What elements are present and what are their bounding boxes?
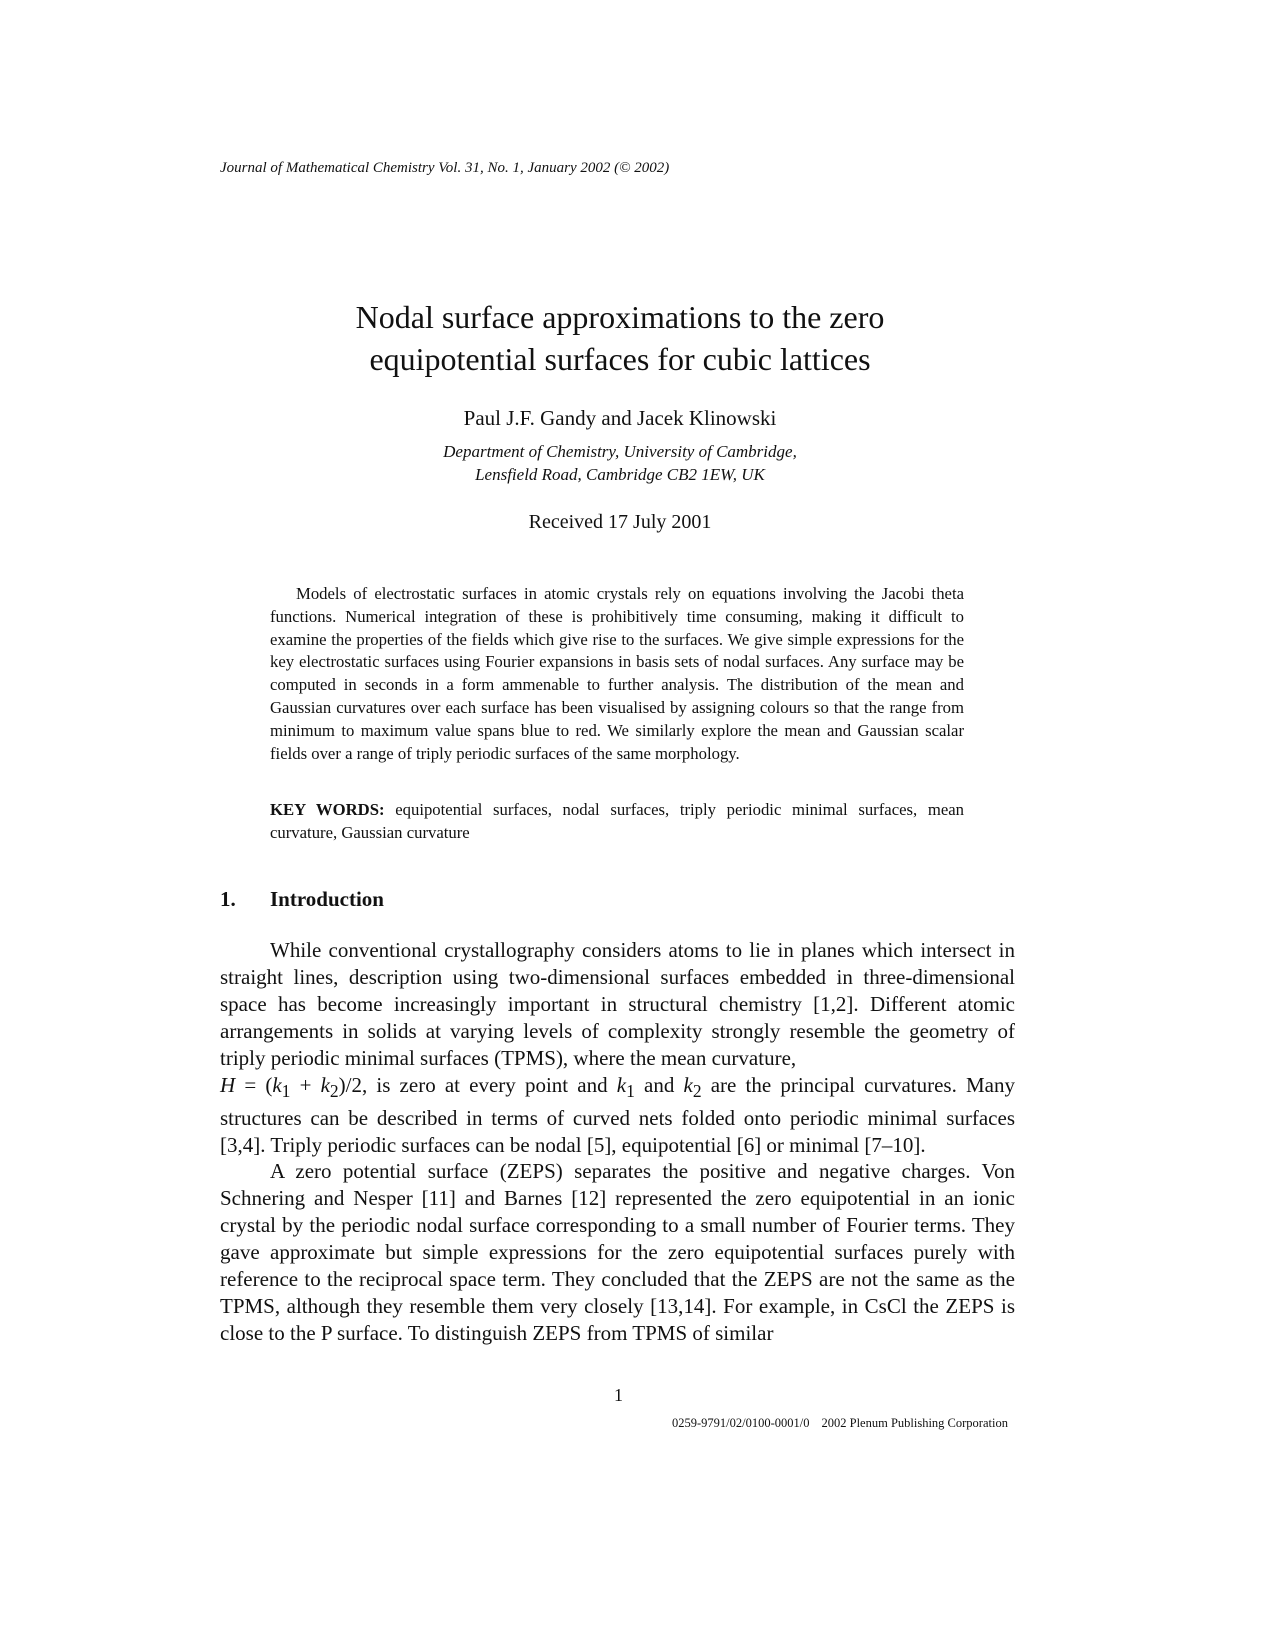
para1-sub-1: 1	[626, 1080, 635, 1101]
section-heading	[220, 887, 384, 912]
formula-sub-2: 2	[329, 1080, 339, 1101]
affiliation-line-1: Department of Chemistry, University of Cambridge,	[443, 442, 797, 461]
affiliation-line-2: Lensfield Road, Cambridge CB2 1EW, UK	[475, 465, 765, 484]
keywords-list: equipotential surfaces, nodal surfaces, triply periodic minimal surfaces, mean curvature, Gaussian curvature	[270, 800, 965, 842]
title-line-2: equipotential surfaces for cubic lattices	[369, 341, 871, 377]
section-title: Introduction	[270, 887, 384, 911]
abstract-text: Models of electrostatic surfaces in atomic crystals rely on equations involving the Jacobi theta functions. Numerical integration of these is prohibitively time consuming, making it difficult to examine the properties of the fields which give rise to the surfaces. We give simple expressions for the key electrostatic surfaces using Fourier expansions in basis sets of nodal surfaces. Any surface may be computed in seconds in a form ammenable to further analysis. The distribution of the mean and Gaussian curvatures over each surface has been visualised by assigning colours so that the range from minimum to maximum value spans blue to red. We similarly explore the mean and Gaussian scalar fields over a range of triply periodic surfaces of the same morphology.	[270, 584, 964, 763]
page-number: 1	[614, 1385, 623, 1405]
para1-k2: k	[683, 1072, 693, 1097]
formula-plus: +	[290, 1072, 321, 1097]
footer	[672, 1416, 1008, 1431]
formula-H: H	[220, 1072, 236, 1097]
para1-text-a: While conventional crystallography considers atoms to lie in planes which intersect in straight lines, description using two-dimensional surfaces embedded in three-dimensional space has become increasingly important in structural chemistry [1,2]. Different atomic arrangements in solids at varying levels of complexity strongly resemble the geometry of triply periodic minimal surfaces (TPMS), where the mean curvature,	[220, 938, 1015, 1070]
formula-k1: k	[272, 1072, 282, 1097]
paragraph-1	[220, 937, 1015, 1158]
title-line-1: Nodal surface approximations to the zero	[355, 299, 885, 335]
affiliation	[220, 440, 1020, 486]
paper-title	[220, 296, 1020, 380]
para1-k1: k	[616, 1072, 627, 1097]
keywords	[270, 799, 964, 845]
keywords-label: KEY WORDS:	[270, 800, 385, 819]
journal-header: Journal of Mathematical Chemistry Vol. 31, No. 1, January 2002 (© 2002)	[220, 160, 670, 176]
body-text	[220, 937, 1015, 1347]
abstract	[270, 583, 964, 765]
footer-publisher: 2002 Plenum Publishing Corporation	[821, 1416, 1008, 1430]
formula-tail: )/2,	[338, 1072, 368, 1097]
para1-and: and	[634, 1072, 684, 1097]
footer-code: 0259-9791/02/0100-0001/0	[672, 1416, 810, 1430]
para1-text-c: are the principal curvatures. Many structures can be described in terms of curved nets folded onto periodic minimal surfaces [3,4]. Triply periodic surfaces can be nodal [5], equipotential [6] or minimal [7–10].	[220, 1072, 1015, 1157]
formula-eq: = (	[235, 1072, 273, 1097]
received-date: Received 17 July 2001	[528, 511, 712, 533]
para1-text-b: is zero at every point and	[367, 1072, 617, 1097]
section-number: 1.	[220, 887, 236, 911]
para1-sub-2: 2	[692, 1080, 702, 1101]
paragraph-2: A zero potential surface (ZEPS) separates the positive and negative charges. Von Schnering and Nesper [11] and Barnes [12] represented the zero equipotential in an ionic crystal by the periodic nodal surface corresponding to a small number of Fourier terms. They gave approximate but simple expressions for the zero equipotential surfaces purely with reference to the reciprocal space term. They concluded that the ZEPS are not the same as the TPMS, although they resemble them very closely [13,14]. For example, in CsCl the ZEPS is close to the P surface. To distinguish ZEPS from TPMS of similar	[220, 1159, 1015, 1345]
formula-sub-1: 1	[281, 1080, 291, 1101]
authors: Paul J.F. Gandy and Jacek Klinowski	[463, 406, 777, 430]
formula-k2: k	[320, 1072, 330, 1097]
